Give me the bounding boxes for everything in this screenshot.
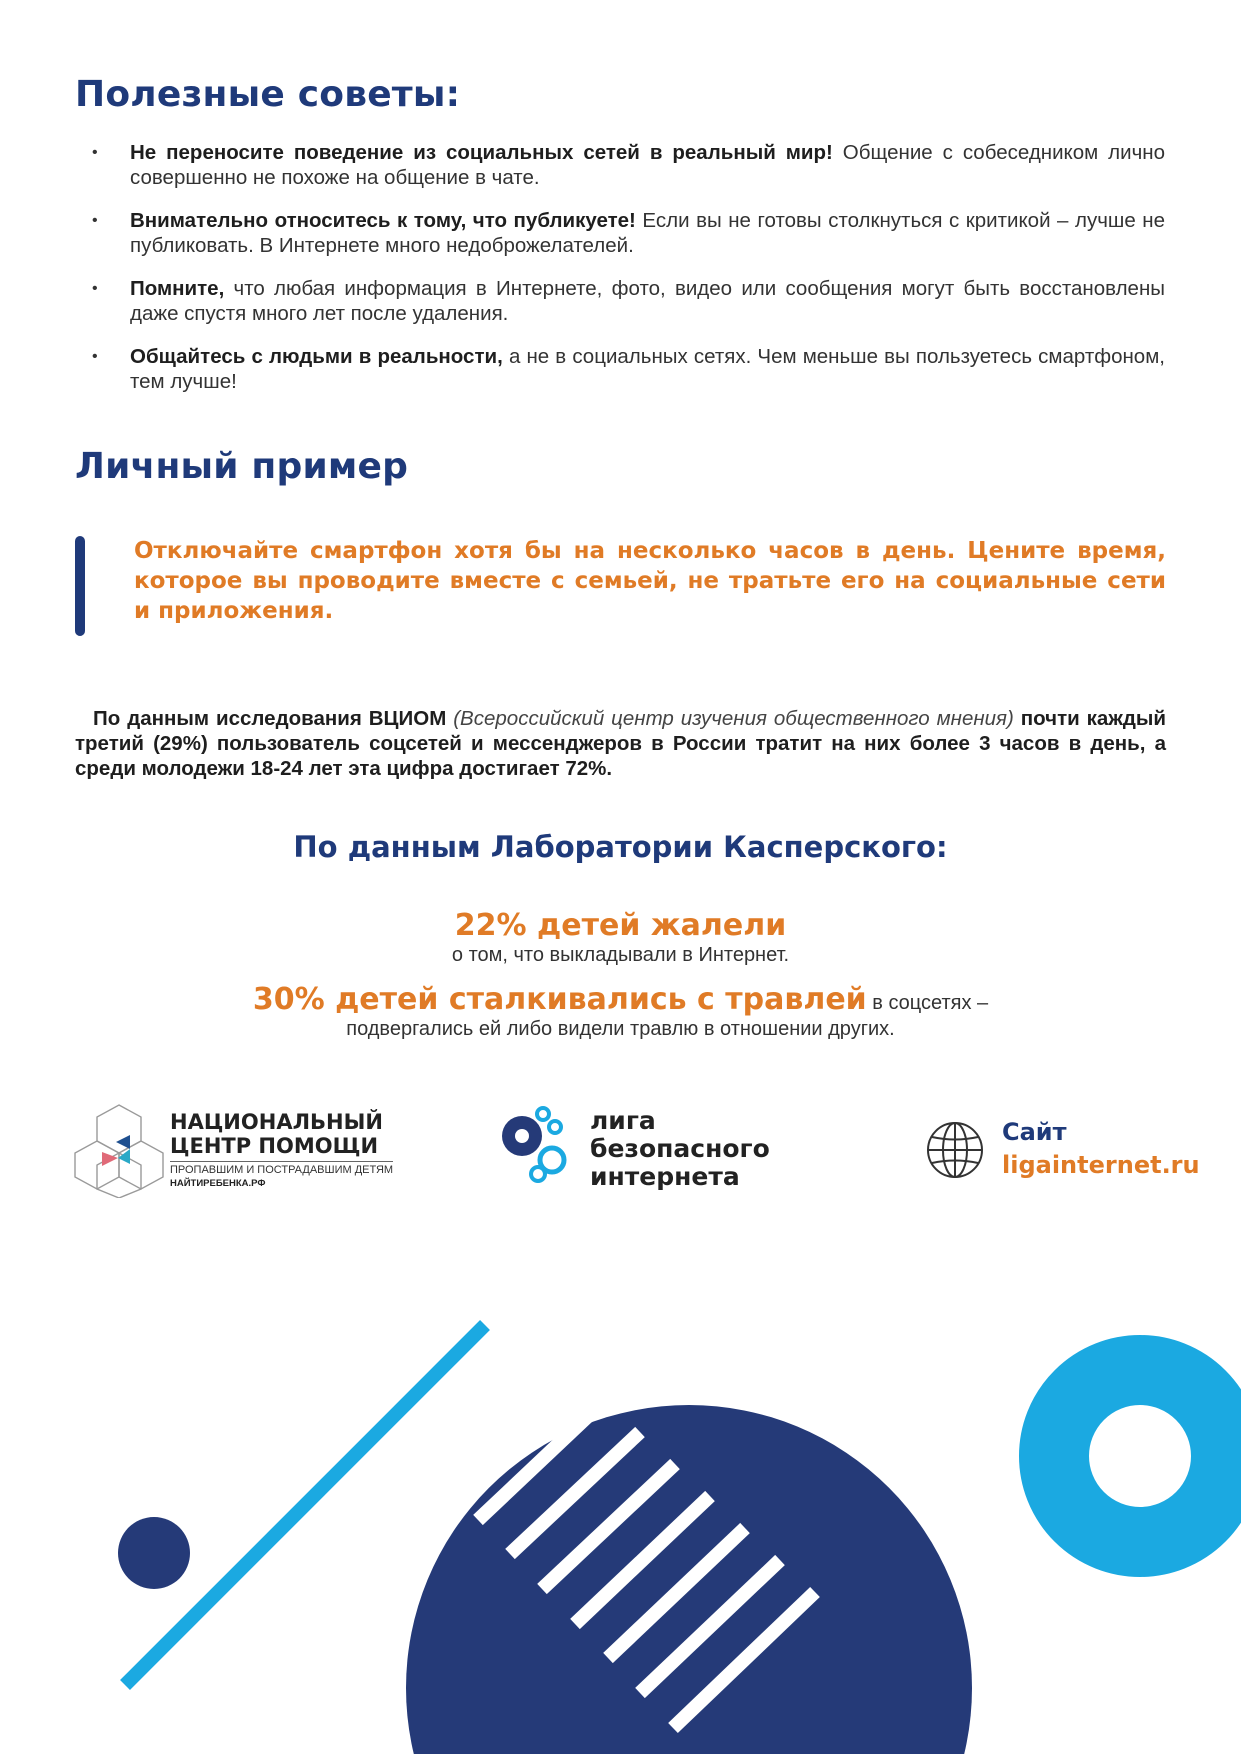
tips-list	[90, 140, 1165, 412]
stat-1-big: 22% детей жалели	[454, 908, 787, 943]
site-url[interactable]: ligainternet.ru	[1002, 1151, 1200, 1179]
tip-text: Если вы не готовы столкнуться с критикой – лучше не публиковать. В Интернете много недоброжелателей.	[130, 209, 1165, 257]
small-navy-circle	[118, 1517, 190, 1589]
liga-line3: интернета	[590, 1162, 740, 1191]
ncp-sub: ПРОПАВШИМ И ПОСТРАДАВШИМ ДЕТЯМ	[170, 1161, 393, 1176]
liga-line2: безопасного	[590, 1134, 770, 1163]
ncp-line1: НАЦИОНАЛЬНЫЙ	[170, 1110, 383, 1134]
hexagon-logo-icon	[72, 1102, 167, 1198]
research-paragraph	[75, 706, 1166, 781]
stat-2-big: 30% детей сталкивались с травлей	[252, 982, 867, 1017]
stat-2	[0, 982, 1241, 1041]
bullet: •	[92, 144, 98, 161]
cyan-ring	[1054, 1370, 1226, 1542]
ncp-site: НАЙТИРЕБЕНКА.РФ	[170, 1178, 266, 1189]
bullet: •	[92, 280, 98, 297]
globe-icon	[925, 1120, 985, 1180]
ncp-line2: ЦЕНТР ПОМОЩИ	[170, 1134, 379, 1158]
liga-line1: лига	[590, 1106, 656, 1135]
tip-text: а не в социальных сетях. Чем меньше вы пользуетесь смартфоном, тем лучше!	[130, 345, 1165, 393]
liga-logo-text	[590, 1107, 770, 1191]
tip-item	[90, 208, 1165, 258]
quote-bar	[75, 536, 85, 636]
tip-item	[90, 276, 1165, 326]
tip-item	[90, 140, 1165, 190]
example-heading: Личный пример	[75, 446, 409, 487]
tips-heading: Полезные советы:	[75, 74, 461, 115]
tip-bold: Не переносите поведение из социальных сетей в реальный мир!	[130, 141, 833, 164]
site-label: Сайт	[1002, 1118, 1067, 1146]
tip-text: Общение с собеседником лично совершенно не похоже на общение в чате.	[130, 141, 1165, 189]
decorative-graphics	[0, 1280, 1241, 1754]
research-rest: почти каждый третий (29%) пользователь соцсетей и мессенджеров в России тратит на них более 3 часов в день, а среди молодежи 18-24 лет эта цифра достигает 72%.	[75, 707, 1166, 780]
liga-circles-icon	[498, 1102, 584, 1192]
research-lead: По данным исследования ВЦИОМ	[93, 707, 454, 730]
quote-text: Отключайте смартфон хотя бы на несколько часов в день. Цените время, которое вы проводите вместе с семьей, не тратьте его на социальные сети и приложения.	[134, 538, 1166, 624]
ncp-logo-text	[170, 1110, 393, 1189]
tip-bold: Помните,	[130, 277, 225, 300]
stat-1	[0, 908, 1241, 967]
tip-text: что любая информация в Интернете, фото, видео или сообщения могут быть восстановлены даже спустя много лет после удаления.	[130, 277, 1165, 325]
tip-item	[90, 344, 1165, 394]
stat-1-small: о том, что выкладывали в Интернет.	[451, 944, 790, 966]
bullet: •	[92, 348, 98, 365]
tip-bold: Общайтесь с людьми в реальности,	[130, 345, 503, 368]
stat-2-inline: в соцсетях –	[866, 992, 989, 1014]
stat-2-small: подвергались ей либо видели травлю в отношении других.	[346, 1018, 895, 1040]
bullet: •	[92, 212, 98, 229]
research-italic: (Всероссийский центр изучения общественного мнения)	[453, 707, 1014, 730]
kaspersky-title: По данным Лаборатории Касперского:	[293, 830, 948, 864]
tip-bold: Внимательно относитесь к тому, что публикуете!	[130, 209, 636, 232]
